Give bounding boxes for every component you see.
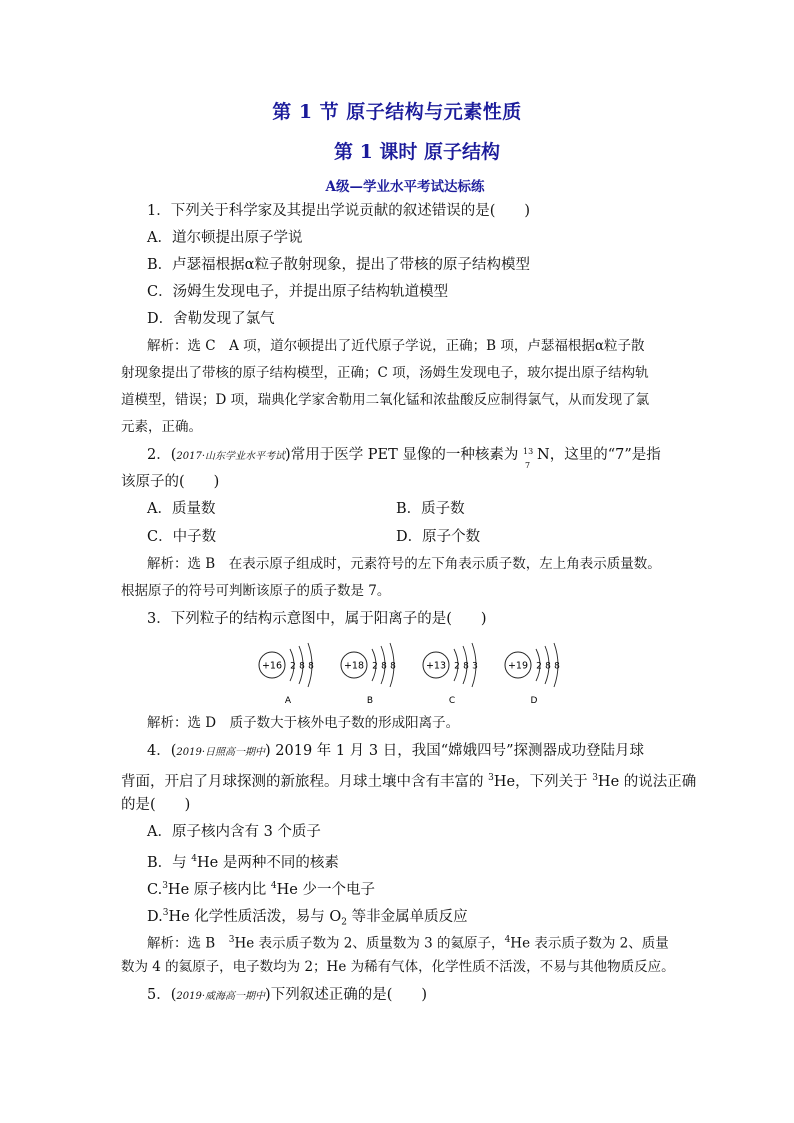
shell-electron-count: 2 bbox=[372, 661, 378, 672]
atomic-number: 7 bbox=[525, 461, 531, 470]
shell-electron-count: 8 bbox=[390, 661, 396, 672]
helium-4-mass: 4 bbox=[191, 854, 197, 864]
question-4-source: 2019·日照高一期中 bbox=[176, 747, 266, 758]
question-4-stem-line-2 bbox=[121, 768, 696, 792]
diagram-label: D bbox=[530, 696, 538, 706]
nucleus-charge: +13 bbox=[425, 660, 447, 672]
question-2-option-c: C．中子数 bbox=[147, 529, 217, 545]
question-1-stem: 1．下列关于科学家及其提出学说贡献的叙述错误的是( ) bbox=[147, 203, 531, 219]
question-4-stem-c: He 的说法正确 bbox=[597, 773, 697, 790]
option-b-text-2: He 是两种不同的核素 bbox=[197, 854, 339, 871]
shell-electron-count: 8 bbox=[381, 661, 387, 672]
atom-diagram-b bbox=[341, 643, 396, 706]
question-2-option-a: A．质量数 bbox=[147, 501, 216, 517]
question-1-option-c: C．汤姆生发现电子，并提出原子结构轨道模型 bbox=[147, 284, 449, 300]
question-3-stem: 3．下列粒子的结构示意图中，属于阳离子的是( ) bbox=[147, 611, 487, 627]
option-d-text-2: He 化学性质活泼，易与 O bbox=[168, 908, 342, 925]
question-3-explanation: 解析：选 D 质子数大于核外电子数的形成阳离子。 bbox=[147, 715, 460, 731]
shell-electron-count: 8 bbox=[299, 661, 305, 672]
question-5-stem-text: )下列叙述正确的是( ) bbox=[265, 987, 428, 1003]
question-5-source: 2019·威海高一期中 bbox=[176, 991, 266, 1002]
question-2-explanation-line-2: 根据原子的符号可判断该原子的质子数是 7。 bbox=[121, 583, 391, 599]
question-4-explanation-line-1 bbox=[147, 930, 669, 954]
question-2-stem-text: )常用于医学 PET 显像的一种核素为 bbox=[285, 447, 524, 463]
atom-diagram-d bbox=[505, 643, 560, 706]
question-4-option-a: A．原子核内含有 3 个质子 bbox=[147, 824, 321, 840]
question-1-option-a: A．道尔顿提出原子学说 bbox=[147, 230, 303, 246]
option-c-text-2: He 原子核内比 bbox=[167, 881, 271, 898]
question-1-explanation-line-1: 解析：选 C A 项，道尔顿提出了近代原子学说，正确；B 项，卢瑟福根据α粒子散 bbox=[147, 338, 645, 354]
question-4-stem-b: He，下列关于 bbox=[493, 773, 593, 790]
shell-electron-count: 3 bbox=[472, 661, 478, 672]
shell-electron-count: 2 bbox=[454, 661, 460, 672]
question-1-option-d: D．舍勒发现了氯气 bbox=[147, 311, 275, 327]
shell-electron-count: 8 bbox=[463, 661, 469, 672]
shell-electron-count: 2 bbox=[536, 661, 542, 672]
question-2-stem-tail: ，这里的“7”是指 bbox=[549, 447, 661, 463]
question-2-stem bbox=[147, 445, 661, 470]
question-2-source: 2017·山东学业水平考试 bbox=[176, 451, 286, 462]
question-4-option-d bbox=[147, 903, 468, 933]
diagram-label: C bbox=[448, 696, 456, 706]
atom-diagram-c bbox=[423, 643, 478, 706]
diagram-label: B bbox=[366, 696, 374, 706]
mass-number: 13 bbox=[523, 447, 534, 456]
question-4-stem-line-3: 的是( ) bbox=[121, 797, 191, 813]
section-title: 第 1 节 原子结构与元素性质 bbox=[272, 101, 522, 123]
question-2-number: 2．( bbox=[147, 447, 177, 463]
question-1-explanation-line-2: 射现象提出了带核的原子结构模型，正确；C 项，汤姆生发现电子，玻尔提出原子结构轨 bbox=[121, 365, 649, 381]
helium-3-mass: 3 bbox=[592, 773, 598, 783]
question-1-explanation-line-4: 元素，正确。 bbox=[121, 419, 202, 435]
helium-4-mass: 4 bbox=[270, 881, 277, 891]
question-4-option-b bbox=[147, 849, 339, 873]
question-4-explanation-line-2: 数为 4 的氦原子，电子数均为 2；He 为稀有气体，化学性质不活泼，不易与其他物质反应。 bbox=[121, 959, 675, 975]
helium-3-mass: 3 bbox=[488, 773, 494, 783]
nucleus-charge: +19 bbox=[507, 660, 529, 672]
question-2-option-d: D．原子个数 bbox=[396, 529, 481, 545]
question-5-number: 5．( bbox=[147, 987, 177, 1003]
nucleus-charge: +18 bbox=[343, 660, 365, 672]
diagram-label: A bbox=[284, 696, 292, 706]
shell-electron-count: 8 bbox=[308, 661, 314, 672]
question-1-option-b: B．卢瑟福根据α粒子散射现象，提出了带核的原子结构模型 bbox=[147, 257, 530, 273]
oxygen-subscript: 2 bbox=[341, 917, 348, 928]
shell-electron-count: 2 bbox=[290, 661, 296, 672]
option-b-text-1: B．与 bbox=[147, 854, 192, 871]
question-4-option-c bbox=[147, 876, 375, 900]
option-c-text-1: C. bbox=[147, 881, 163, 898]
question-2-stem-line-2: 该原子的( ) bbox=[121, 474, 220, 490]
question-1-explanation-line-3: 道模型，错误；D 项，瑞典化学家舍勒用二氧化锰和浓盐酸反应制得氯气，从而发现了氯 bbox=[121, 392, 650, 408]
shell-electron-count: 8 bbox=[545, 661, 551, 672]
option-c-text-3: He 少一个电子 bbox=[276, 881, 375, 898]
helium-4-mass: 4 bbox=[504, 935, 511, 945]
element-symbol: N bbox=[537, 447, 550, 463]
option-d-text-1: D. bbox=[147, 908, 163, 925]
atomic-structure-diagrams bbox=[250, 633, 570, 709]
question-4-stem-line-1 bbox=[147, 741, 644, 763]
explanation-text-1: He 表示质子数为 2、质量数为 3 的氦原子， bbox=[234, 935, 505, 952]
helium-3-mass: 3 bbox=[162, 908, 169, 918]
lesson-title: 第 1 课时 原子结构 bbox=[333, 141, 501, 163]
atom-diagram-a bbox=[259, 643, 314, 706]
nucleus-charge: +16 bbox=[261, 660, 283, 672]
question-2-option-b: B．质子数 bbox=[396, 501, 465, 517]
helium-3-mass: 3 bbox=[162, 881, 168, 891]
question-4-number: 4．( bbox=[147, 743, 177, 759]
question-2-explanation-line-1: 解析：选 B 在表示原子组成时，元素符号的左下角表示质子数，左上角表示质量数。 bbox=[147, 556, 661, 572]
option-d-text-3: 等非金属单质反应 bbox=[347, 908, 468, 925]
shell-electron-count: 8 bbox=[554, 661, 560, 672]
question-4-stem-text: ) 2019 年 1 月 3 日，我国“嫦娥四号”探测器成功登陆月球 bbox=[265, 743, 645, 759]
level-heading: A级—学业水平考试达标练 bbox=[325, 179, 485, 195]
nuclide-notation bbox=[523, 447, 537, 470]
helium-3-mass: 3 bbox=[228, 935, 235, 945]
explanation-text-2: He 表示质子数为 2、质量 bbox=[510, 935, 669, 952]
explanation-lead: 解析：选 B bbox=[147, 935, 229, 952]
question-4-stem-a: 背面，开启了月球探测的新旅程。月球土壤中含有丰富的 bbox=[121, 773, 489, 790]
question-5-stem bbox=[147, 985, 427, 1007]
